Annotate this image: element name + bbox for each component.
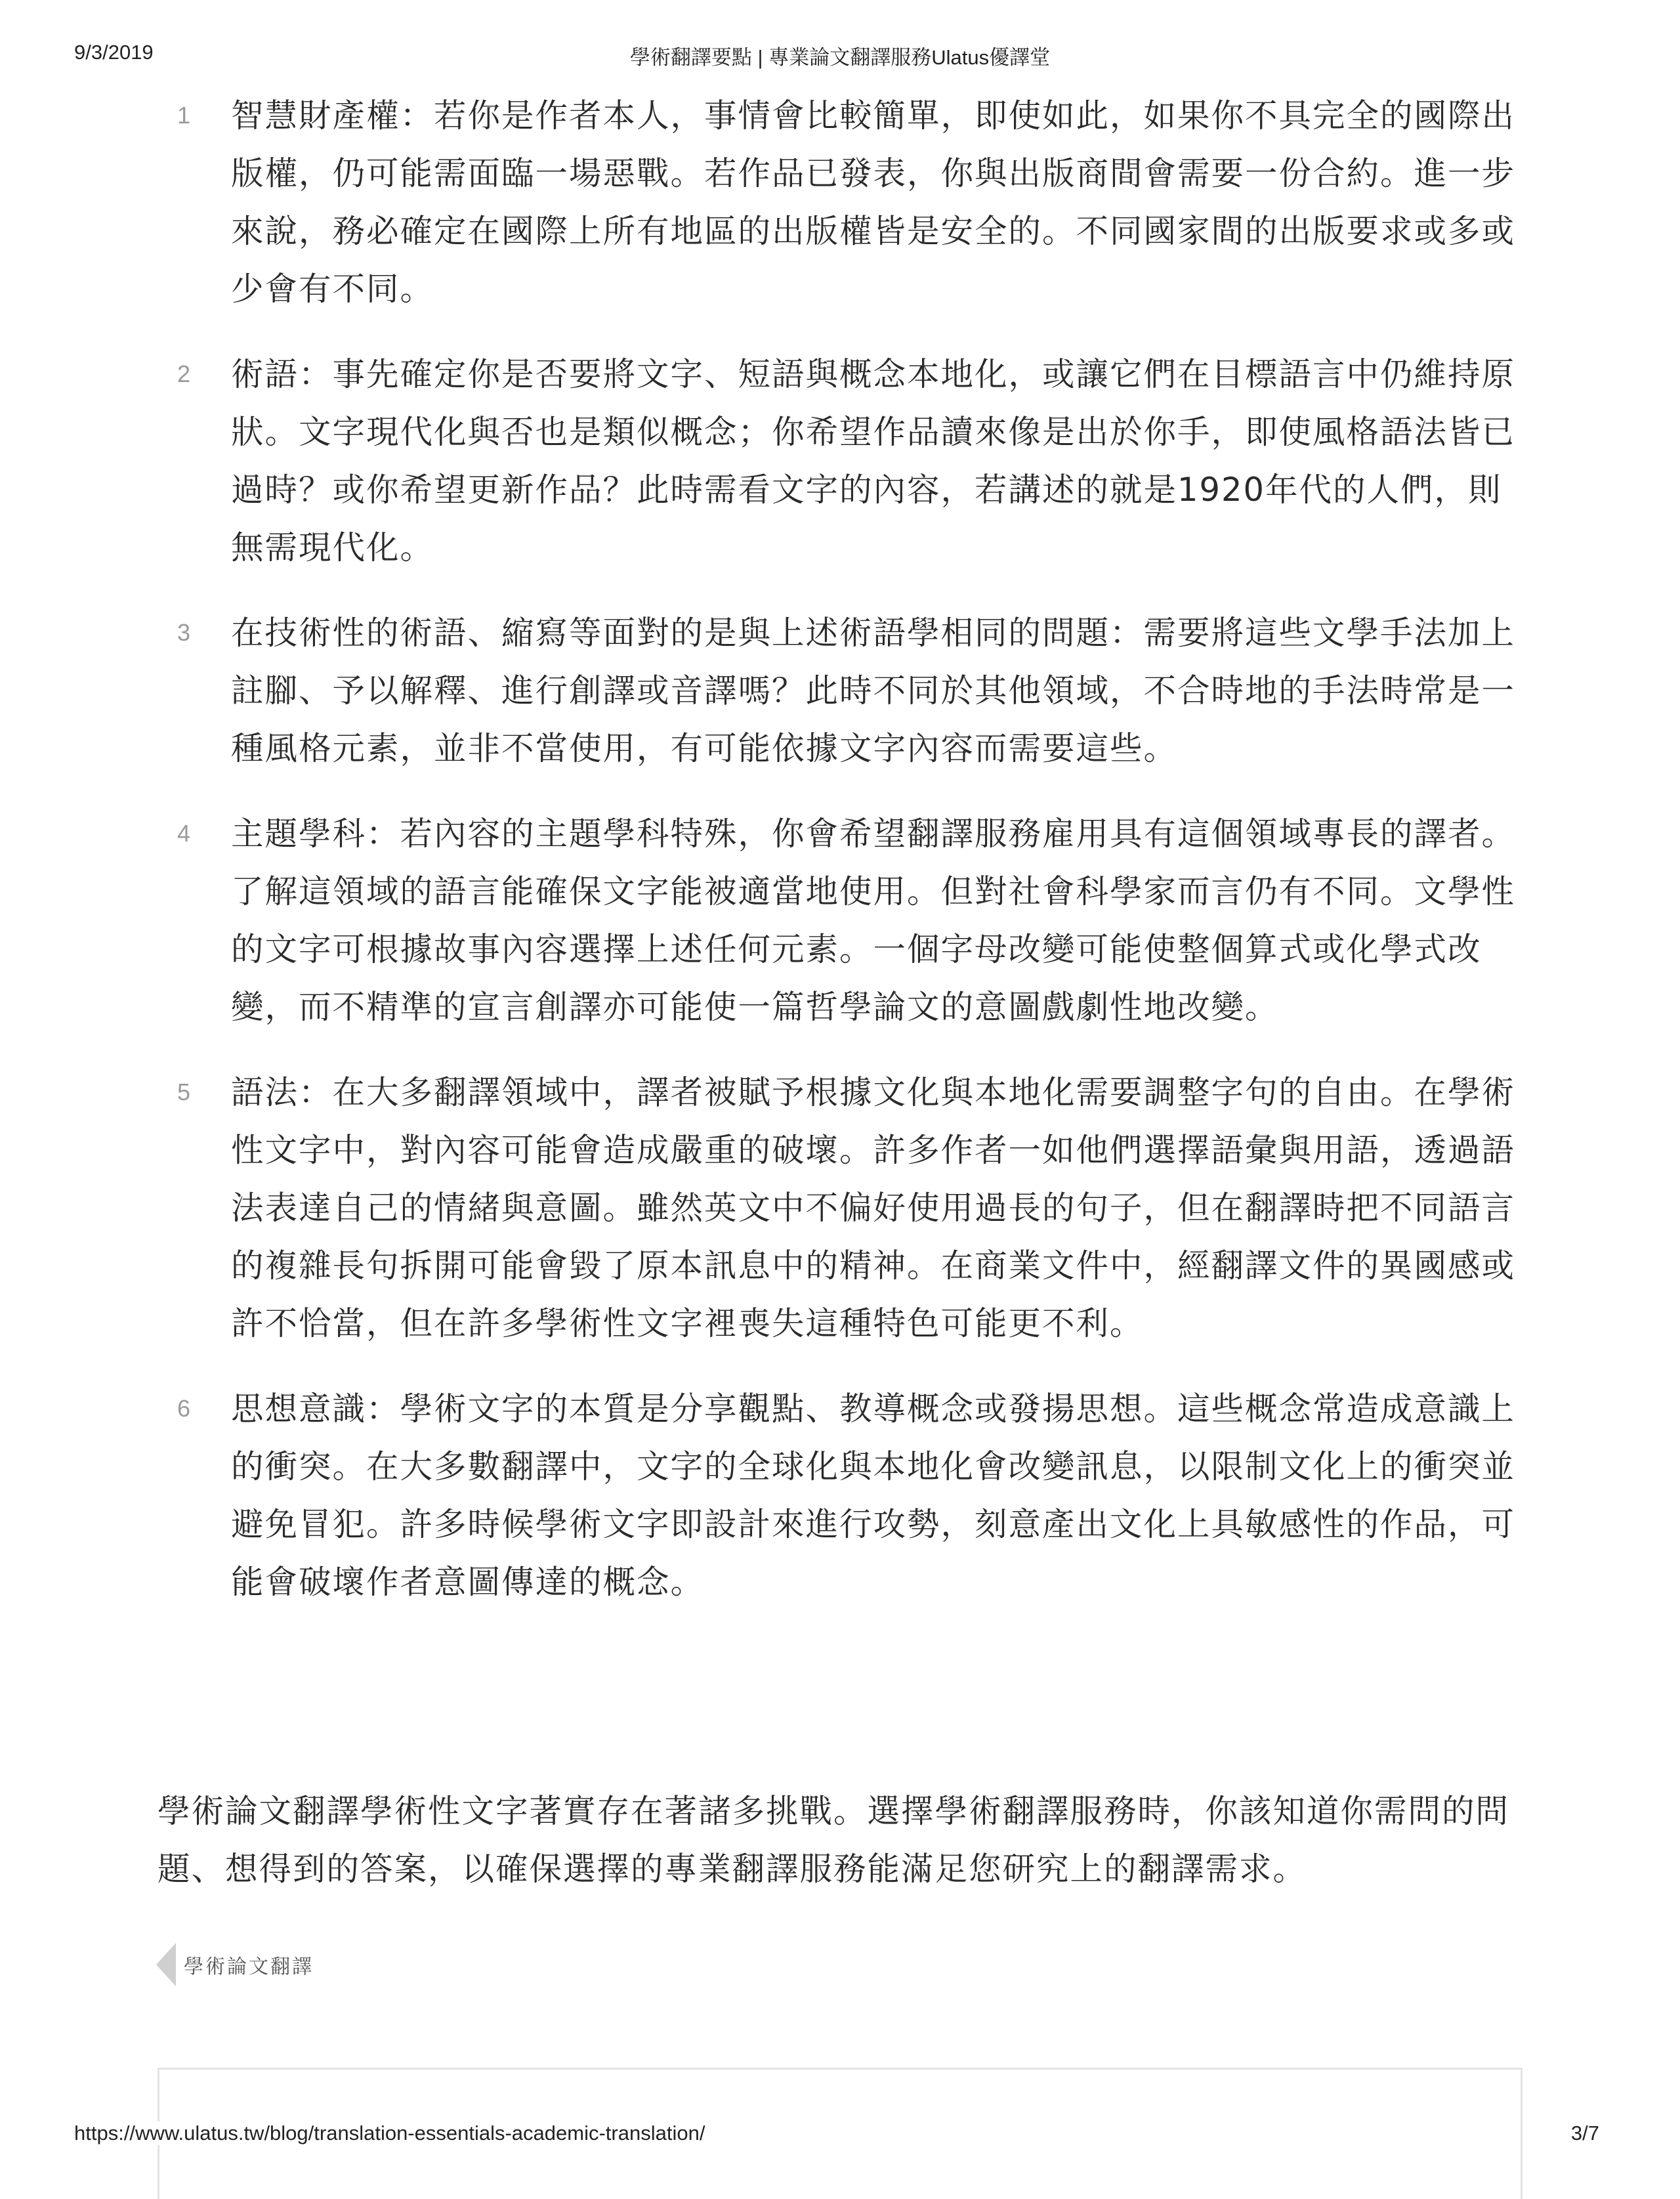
- list-item: [177, 345, 1529, 576]
- list-item: [177, 805, 1529, 1036]
- list-item-number: 2: [177, 360, 191, 387]
- print-header: [0, 41, 1680, 67]
- print-url: https://www.ulatus.tw/blog/translation-essentials-academic-translation/: [74, 2122, 709, 2145]
- list-item: [177, 1063, 1529, 1352]
- list-item-text: 語法：在大多翻譯領域中，譯者被賦予根據文化與本地化需要調整字句的自由。在學術性文字中，對內容可能會造成嚴重的破壞。許多作者一如他們選擇語彙與用語，透過語法表達自己的情緒與意圖。雖然英文中不偏好使用過長的句子，但在翻譯時把不同語言的複雜長句拆開可能會毀了原本訊息中的精神。在商業文件中，經翻譯文件的異國感或許不恰當，但在許多學術性文字裡喪失這種特色可能更不利。: [231, 1073, 1515, 1342]
- print-footer: [0, 2122, 1680, 2148]
- list-item-text: 主題學科：若內容的主題學科特殊，你會希望翻譯服務雇用具有這個領域專長的譯者。了解這領域的語言能確保文字能被適當地使用。但對社會科學家而言仍有不同。文學性的文字可根據故事內容選擇上述任何元素。一個字母改變可能使整個算式或化學式改變，而不精準的宣言創譯亦可能使一篇哲學論文的意圖戲劇性地改變。: [231, 815, 1515, 1026]
- list-item-text: 智慧財產權：若你是作者本人，事情會比較簡單，即使如此，如果你不具完全的國際出版權，仍可能需面臨一場惡戰。若作品已發表，你與出版商間會需要一份合約。進一步來說，務必確定在國際上所有地區的出版權皆是安全的。不同國家間的出版要求或多或少會有不同。: [231, 96, 1515, 308]
- list-item: [177, 87, 1529, 318]
- list-item-number: 1: [177, 102, 191, 129]
- tag-link[interactable]: [156, 1943, 314, 1986]
- list-item-text: 思想意識：學術文字的本質是分享觀點、教導概念或發揚思想。這些概念常造成意識上的衝突。在大多數翻譯中，文字的全球化與本地化會改變訊息，以限制文化上的衝突並避免冒犯。許多時候學術文字即設計來進行攻勢，刻意產出文化上具敏感性的作品，可能會破壞作者意圖傳達的概念。: [231, 1390, 1515, 1601]
- list-item-text: 在技術性的術語、縮寫等面對的是與上述術語學相同的問題：需要將這些文學手法加上註腳、予以解釋、進行創譯或音譯嗎？此時不同於其他領域，不合時地的手法時常是一種風格元素，並非不當使用，有可能依據文字內容而需要這些。: [231, 614, 1515, 767]
- print-date: 9/3/2019: [74, 41, 154, 64]
- list-item-number: 4: [177, 820, 191, 847]
- conclusion-paragraph: 學術論文翻譯學術性文字著實存在著諸多挑戰。選擇學術翻譯服務時，你該知道你需問的問題、想得到的答案，以確保選擇的專業翻譯服務能滿足您研究上的翻譯需求。: [158, 1792, 1509, 1888]
- list-item-number: 5: [177, 1078, 191, 1105]
- essentials-list: [177, 87, 1529, 1638]
- list-item: [177, 604, 1529, 777]
- list-item: [177, 1380, 1529, 1611]
- list-item-text: 術語：事先確定你是否要將文字、短語與概念本地化，或讓它們在目標語言中仍維持原狀。文字現代化與否也是類似概念；你希望作品讀來像是出於你手，即使風格語法皆已過時？或你希望更新作品？此時需看文字的內容，若講述的就是1920年代的人們，則無需現代化。: [231, 355, 1515, 566]
- tag-label: 學術論文翻譯: [184, 1955, 314, 1978]
- print-page-number: 3/7: [1570, 2122, 1599, 2145]
- list-item-number: 6: [177, 1395, 191, 1422]
- list-item-number: 3: [177, 619, 191, 646]
- tag-arrow-icon: [156, 1943, 176, 1986]
- print-page-title: 學術翻譯要點 | 專業論文翻譯服務Ulatus優譯堂: [629, 46, 1051, 69]
